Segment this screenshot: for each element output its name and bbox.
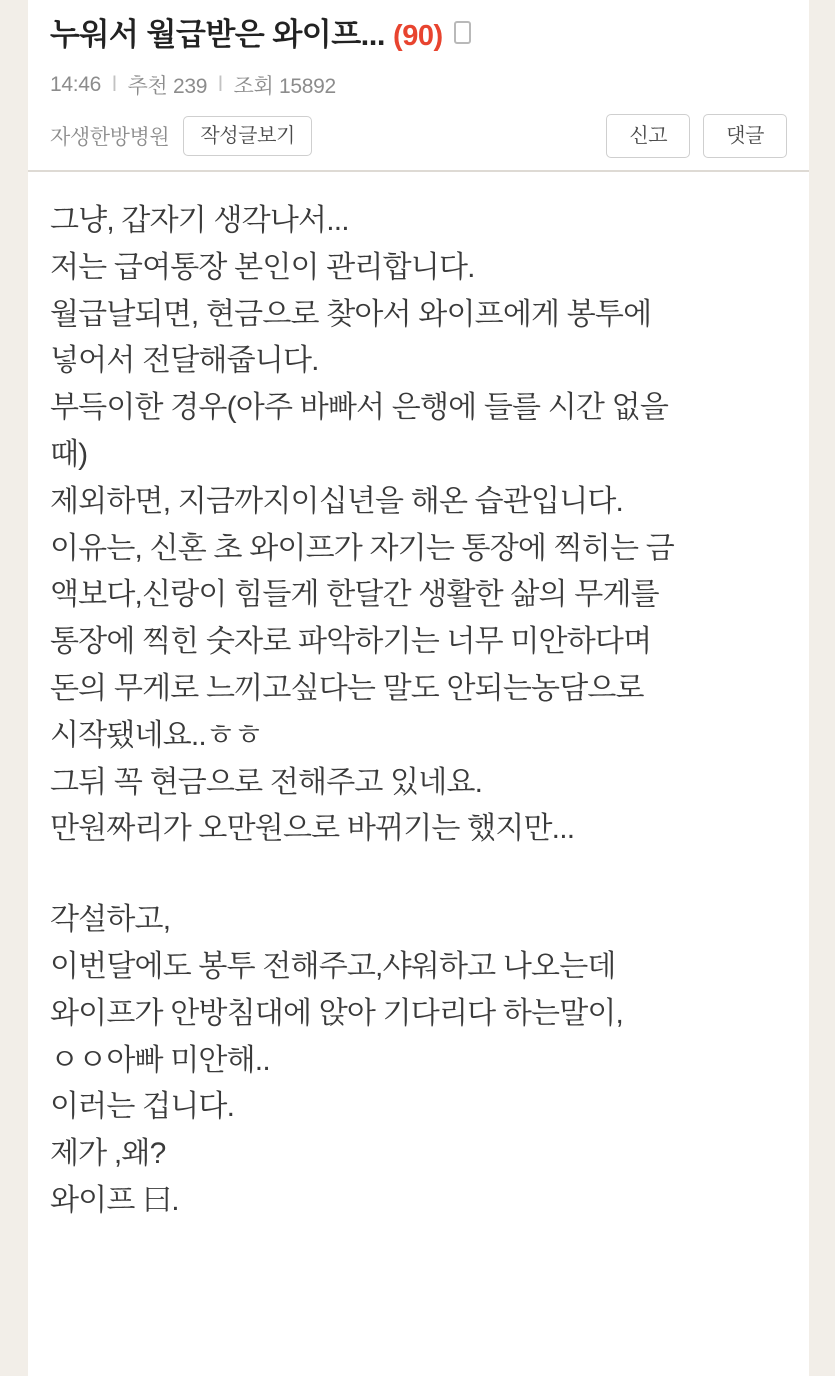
- post-time: 14:46: [50, 73, 102, 97]
- post-header: [28, 0, 809, 172]
- post-meta: [50, 70, 787, 100]
- post-line: 월급날되면, 현금으로 찾아서 와이프에게 봉투에: [50, 297, 652, 331]
- author-right-group: [606, 114, 787, 158]
- post-line: 시작됐네요..ㅎㅎ: [50, 718, 263, 752]
- title-row: [50, 10, 787, 53]
- recommend-count: 추천 239: [127, 75, 208, 99]
- post-line: 제외하면, 지금까지이십년을 해온 습관입니다.: [50, 484, 624, 518]
- post-line-blank: [50, 853, 787, 897]
- post-line: 이러는 겁니다.: [50, 1090, 235, 1124]
- post-line: 넣어서 전달해줍니다.: [50, 344, 319, 378]
- author-name[interactable]: 자생한방병원: [50, 126, 170, 150]
- post-body: [28, 172, 809, 1225]
- post-line: 부득이한 경우(아주 바빠서 은행에 들를 시간 없을: [50, 391, 668, 425]
- post-line: 돈의 무게로 느끼고싶다는 말도 안되는농담으로: [50, 671, 644, 705]
- post-line: 그뒤 꼭 현금으로 전해주고 있네요.: [50, 765, 483, 799]
- view-count: 조회 15892: [233, 75, 336, 99]
- post-line: ㅇㅇ아빠 미안해..: [50, 1043, 270, 1077]
- post-line: 만원짜리가 오만원으로 바뀌기는 했지만...: [50, 812, 575, 846]
- report-button[interactable]: 신고: [606, 114, 690, 158]
- mobile-device-icon: [454, 21, 471, 44]
- post-container: [28, 0, 809, 1376]
- page-title: 누워서 월급받은 와이프...: [50, 17, 386, 52]
- post-line: 이유는, 신혼 초 와이프가 자기는 통장에 찍히는 금: [50, 531, 674, 565]
- author-posts-button[interactable]: 작성글보기: [183, 116, 312, 156]
- meta-separator-2: l: [218, 73, 223, 97]
- post-line: 이번달에도 봉투 전해주고,샤워하고 나오는데: [50, 949, 616, 983]
- comment-count-badge[interactable]: (90): [393, 20, 443, 52]
- post-line: 그냥, 갑자기 생각나서...: [50, 204, 349, 237]
- post-line: 저는 급여통장 본인이 관리합니다.: [50, 250, 475, 284]
- author-row: [50, 114, 787, 158]
- post-line: 때): [50, 437, 88, 471]
- post-line: 와이프 曰.: [50, 1183, 179, 1217]
- post-line: 통장에 찍힌 숫자로 파악하기는 너무 미안하다며: [50, 625, 652, 659]
- post-line: 액보다,신랑이 힘들게 한달간 생활한 삶의 무게를: [50, 578, 659, 612]
- meta-separator-1: l: [112, 73, 117, 97]
- author-left-group: [50, 116, 312, 156]
- post-line: 와이프가 안방침대에 앉아 기다리다 하는말이,: [50, 996, 624, 1030]
- comment-button[interactable]: 댓글: [703, 114, 787, 158]
- post-line: 각설하고,: [50, 903, 171, 937]
- post-line: 제가 ,왜?: [50, 1137, 166, 1171]
